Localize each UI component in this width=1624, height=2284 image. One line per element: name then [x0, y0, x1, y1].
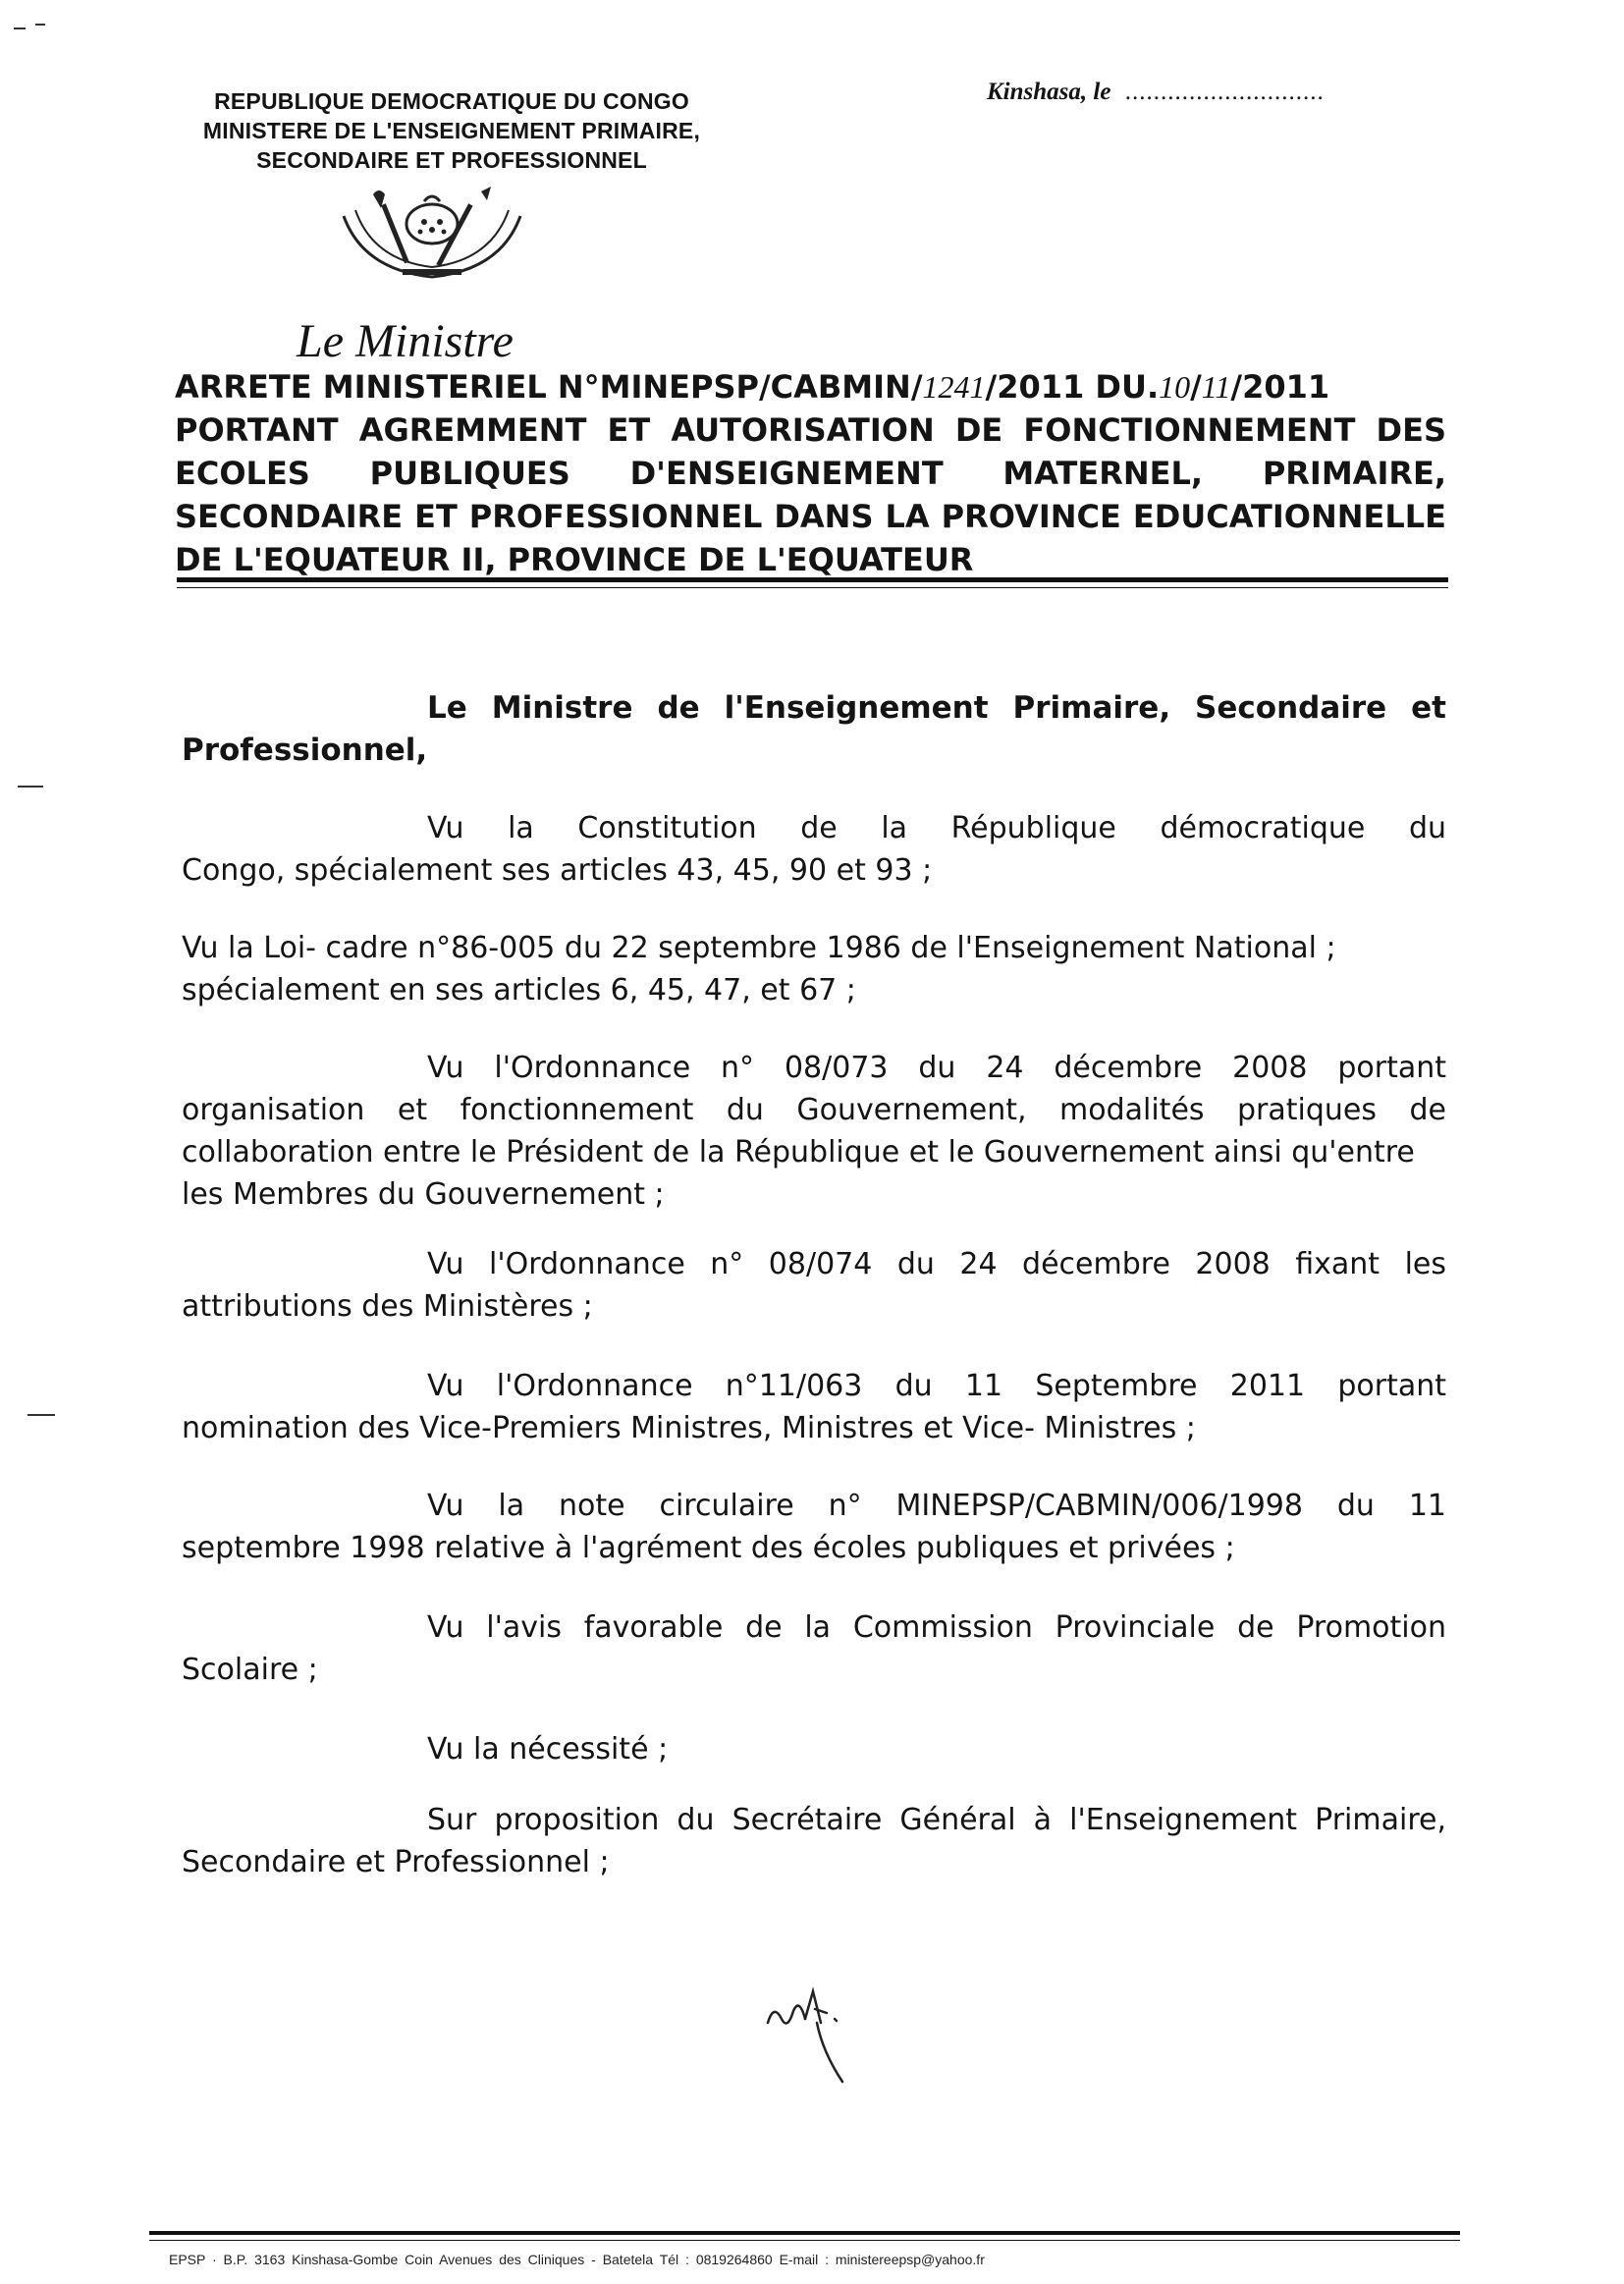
p5-line2: nomination des Vice-Premiers Ministres, Ministres et Vice- Ministres ;: [182, 1411, 1196, 1445]
p2-line1: Vu la Loi- cadre n°86-005 du 22 septembre 1986 de l'Enseignement National ;: [182, 931, 1336, 965]
scan-mark: [27, 1414, 55, 1416]
p1-line2: Congo, spécialement ses articles 43, 45, 90 et 93 ;: [182, 853, 933, 888]
considerant-ordonnance-08-074: [182, 1243, 1446, 1328]
footer-address: EPSP · B.P. 3163 Kinshasa-Gombe Coin Avenues des Cliniques - Batetela Tél : 0819264860 E-mail : ministereepsp@yahoo.fr: [169, 2252, 985, 2267]
p1-line1: Vu la Constitution de la République démocratique du: [427, 811, 1446, 845]
footer-rule-thick: [149, 2231, 1460, 2235]
scan-mark: [35, 24, 45, 26]
handwritten-initials: [756, 1984, 874, 2092]
considerant-constitution: [182, 807, 1446, 892]
decree-title-line5: DE L'EQUATEUR II, PROVINCE DE L'EQUATEUR: [175, 541, 974, 578]
considerant-ordonnance-11-063: [182, 1365, 1446, 1449]
minister-title: Le Ministre: [297, 315, 514, 367]
considerant-ordonnance-08-073: [182, 1047, 1446, 1216]
decree-title-line4: SECONDAIRE ET PROFESSIONNEL DANS LA PROVINCE EDUCATIONNELLE: [175, 498, 1446, 535]
considerant-loi-cadre: [182, 927, 1446, 1011]
p3-line4: les Membres du Gouvernement ;: [182, 1177, 665, 1212]
considerant-necessite: [182, 1728, 1446, 1770]
p5-line1: Vu l'Ordonnance n°11/063 du 11 Septembre 2011 portant: [427, 1369, 1446, 1403]
coat-of-arms-icon: [334, 187, 530, 295]
p3-line3: collaboration entre le Président de la République et le Gouvernement ainsi qu'entre: [182, 1135, 1415, 1169]
country-name: REPUBLIQUE DEMOCRATIQUE DU CONGO: [214, 88, 689, 114]
place-label: Kinshasa, le: [987, 79, 1111, 105]
p3-line1: Vu l'Ordonnance n° 08/073 du 24 décembre 2008 portant: [427, 1051, 1446, 1085]
considerant-proposition: [182, 1799, 1446, 1883]
p3-line2: organisation et fonctionnement du Gouvernement, modalités pratiques de: [182, 1093, 1446, 1127]
intro-line1: Le Ministre de l'Enseignement Primaire, Secondaire et: [427, 690, 1446, 726]
scan-mark: [18, 786, 43, 788]
footer-rule-thin: [149, 2240, 1460, 2241]
title-rule-thin: [177, 587, 1448, 588]
decree-number-handwritten: 1241: [922, 369, 986, 405]
p6-line1: Vu la note circulaire n° MINEPSP/CABMIN/006/1998 du 11: [427, 1489, 1446, 1523]
decree-number-prefix: ARRETE MINISTERIEL N°MINEPSP/CABMIN/: [175, 368, 923, 406]
decree-title-line3: ECOLES PUBLIQUES D'ENSEIGNEMENT MATERNEL, PRIMAIRE,: [175, 455, 1446, 492]
p7-line1: Vu l'avis favorable de la Commission Provinciale de Promotion: [427, 1610, 1446, 1645]
decree-date-month: 11: [1201, 369, 1231, 405]
p9-line2: Secondaire et Professionnel ;: [182, 1845, 610, 1879]
scan-mark: [14, 27, 26, 29]
ministry-name-line2: SECONDAIRE ET PROFESSIONNEL: [256, 147, 647, 173]
p9-line1: Sur proposition du Secrétaire Général à l'Enseignement Primaire,: [427, 1803, 1446, 1837]
p4-line2: attributions des Ministères ;: [182, 1289, 593, 1324]
date-blank: ............................: [1124, 79, 1325, 105]
title-rule-thick: [177, 577, 1448, 582]
decree-number-year: /2011 DU.: [985, 368, 1160, 406]
decree-title: [175, 365, 1446, 581]
intro-paragraph: [182, 687, 1446, 772]
considerant-note-circulaire: [182, 1485, 1446, 1569]
intro-line2: Professionnel,: [182, 733, 428, 768]
decree-number-line: ARRETE MINISTERIEL N°MINEPSP/CABMIN/1241/2011 DU.10/11/2011: [175, 368, 1330, 406]
p4-line1: Vu l'Ordonnance n° 08/074 du 24 décembre 2008 fixant les: [427, 1247, 1446, 1281]
considerant-avis-commission: [182, 1606, 1446, 1691]
p8-line1: Vu la nécessité ;: [427, 1732, 669, 1767]
decree-date-year: /2011: [1230, 368, 1330, 406]
decree-title-line2: PORTANT AGREMMENT ET AUTORISATION DE FONCTIONNEMENT DES: [175, 411, 1446, 449]
ministry-name-line1: MINISTERE DE L'ENSEIGNEMENT PRIMAIRE,: [202, 118, 701, 143]
place-date: [987, 79, 1325, 106]
p2-line2: spécialement en ses articles 6, 45, 47, et 67 ;: [182, 973, 856, 1007]
p7-line2: Scolaire ;: [182, 1653, 318, 1687]
p6-line2: septembre 1998 relative à l'agrément des écoles publiques et privées ;: [182, 1531, 1235, 1565]
decree-date-day: 10: [1159, 369, 1191, 405]
